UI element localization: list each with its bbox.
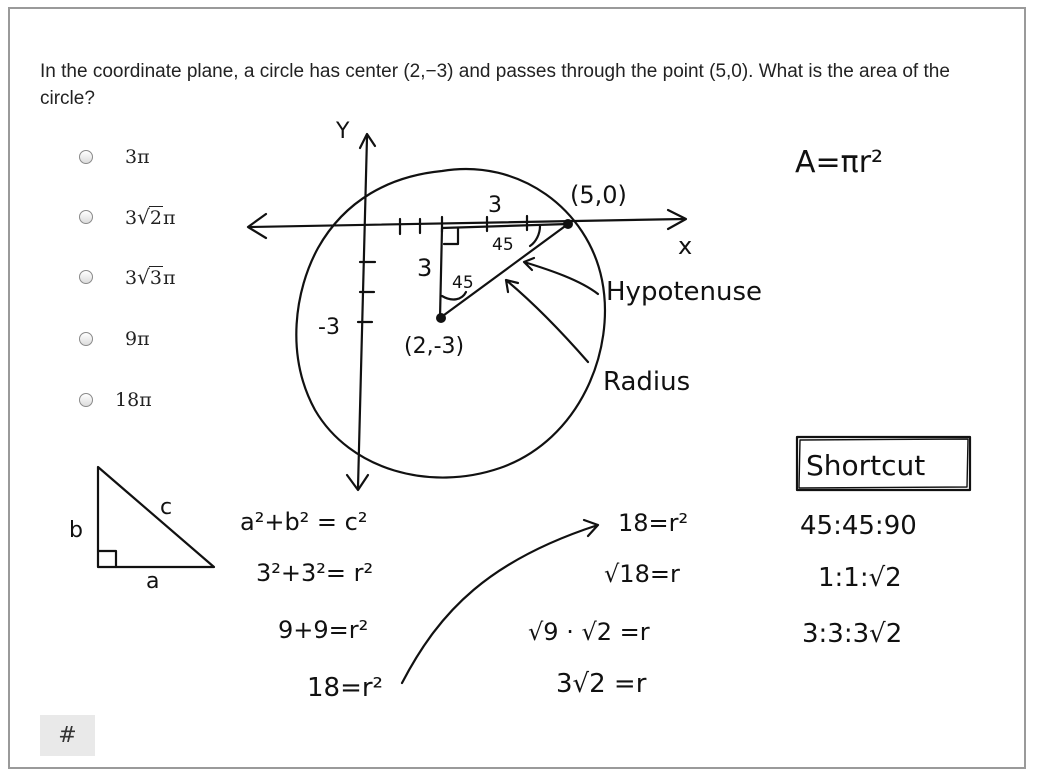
angle-arc-bottom	[442, 292, 466, 299]
y-ticks	[358, 262, 375, 322]
solve-line-3: √9 · √2 =r	[528, 618, 650, 646]
pythagorean-line-3: 9+9=r²	[278, 616, 369, 644]
hypotenuse-pointer	[524, 258, 598, 294]
hash-button[interactable]: #	[40, 715, 95, 756]
angle-arc-top	[530, 226, 540, 246]
question-text: In the coordinate plane, a circle has center (2,−3) and passes through the point (5,0). What is the area of the circle?	[40, 61, 950, 109]
point-5-0	[563, 219, 573, 229]
x-axis-label: x	[678, 232, 693, 260]
radius-label: Radius	[603, 367, 691, 397]
center-label: (2,-3)	[404, 334, 465, 359]
choice-d-text: 9π	[125, 328, 150, 350]
choice-b-text: 3√2π	[125, 205, 176, 229]
y-tick-neg3: -3	[318, 315, 340, 340]
curved-arrow	[402, 520, 598, 683]
triangle-a-label: a	[146, 569, 160, 594]
shortcut-ratio-3: 3:3:3√2	[802, 619, 903, 649]
angle-bottom-label: 45	[452, 273, 474, 293]
circle-outline	[296, 169, 605, 478]
triangle-b-label: b	[69, 518, 83, 543]
y-axis-label: Y	[336, 119, 350, 144]
pythagorean-line-4: 18=r²	[307, 673, 383, 703]
choice-c-text: 3√3π	[125, 265, 176, 289]
triangle-c-label: c	[160, 495, 173, 520]
center-point	[436, 313, 446, 323]
shortcut-title: Shortcut	[806, 449, 926, 482]
area-formula: A=πr²	[795, 145, 884, 180]
x-axis	[250, 219, 684, 227]
choice-e-text: 18π	[115, 389, 152, 411]
pythagorean-line-1: a²+b² = c²	[240, 508, 368, 536]
point-label: (5,0)	[570, 181, 627, 209]
choice-a-text: 3π	[125, 146, 150, 168]
y-axis	[358, 137, 367, 487]
solve-line-1: 18=r²	[618, 509, 689, 537]
radius-pointer	[506, 280, 588, 362]
angle-top-label: 45	[492, 235, 514, 255]
leg-vertical-label: 3	[417, 254, 433, 282]
hypotenuse-label: Hypotenuse	[606, 277, 763, 307]
right-angle-marker	[444, 228, 458, 244]
solve-line-4: 3√2 =r	[556, 669, 647, 699]
leg-horizontal-label: 3	[488, 193, 502, 218]
shortcut-ratio-1: 45:45:90	[800, 511, 917, 541]
solve-line-2: √18=r	[604, 560, 680, 588]
shortcut-ratio-2: 1:1:√2	[818, 563, 902, 593]
pythagorean-line-2: 3²+3²= r²	[256, 559, 374, 587]
reference-right-angle	[98, 551, 116, 567]
